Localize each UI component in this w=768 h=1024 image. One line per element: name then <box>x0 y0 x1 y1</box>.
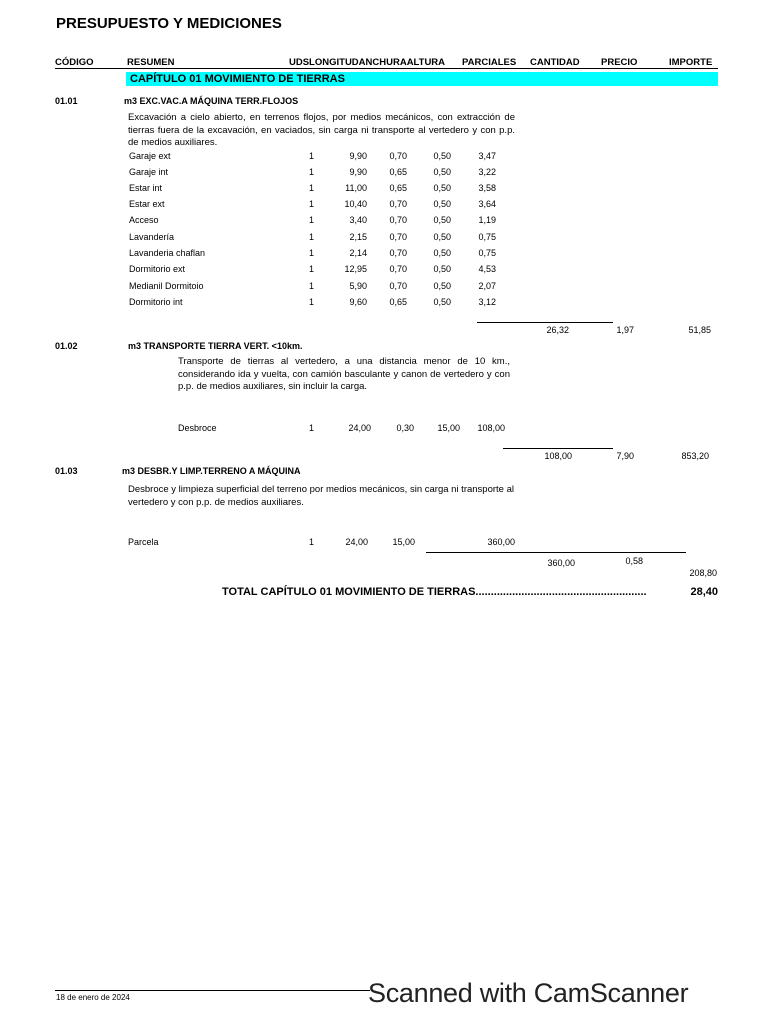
item-code: 01.02 <box>55 341 78 351</box>
measure-longitud: 12,95 <box>344 264 367 274</box>
measure-longitud: 9,90 <box>349 167 367 177</box>
measure-longitud: 3,40 <box>349 215 367 225</box>
measure-longitud: 11,00 <box>345 183 367 193</box>
measure-longitud: 9,60 <box>349 297 367 307</box>
measure-parcial: 1,19 <box>478 215 496 225</box>
measure-uds: 1 <box>309 264 315 274</box>
measure-altura: 0,50 <box>433 232 451 242</box>
measure-uds: 1 <box>309 297 315 307</box>
measure-uds: 1 <box>309 215 315 225</box>
measure-altura: 15,00 <box>437 423 460 433</box>
item-importe: 853,20 <box>681 451 709 461</box>
measure-longitud: 24,00 <box>348 423 371 433</box>
measure-uds: 1 <box>309 151 315 161</box>
measure-name: Medianil Dormitoio <box>129 281 204 291</box>
subtotal-line <box>503 448 613 449</box>
measure-longitud: 5,90 <box>349 281 367 291</box>
measure-uds: 1 <box>309 232 315 242</box>
measure-name: Estar int <box>129 183 163 193</box>
measure-altura: 0,50 <box>433 215 451 225</box>
measure-anchura: 0,65 <box>389 183 407 193</box>
measure-anchura: 0,70 <box>389 232 407 242</box>
measure-parcial: 108,00 <box>477 423 505 433</box>
measure-anchura: 0,70 <box>389 264 407 274</box>
chapter-total-label: TOTAL CAPÍTULO 01 MOVIMIENTO DE TIERRAS........................................................ <box>222 586 647 598</box>
measure-uds: 1 <box>309 248 315 258</box>
measure-anchura: 15,00 <box>392 537 415 547</box>
measure-anchura: 0,65 <box>389 167 407 177</box>
item-precio: 0,58 <box>625 556 643 566</box>
item-title: m3 EXC.VAC.A MÁQUINA TERR.FLOJOS <box>124 96 299 106</box>
chapter-total-value: 28,40 <box>690 586 718 598</box>
item-cantidad: 108,00 <box>544 451 572 461</box>
item-title: m3 DESBR.Y LIMP.TERRENO A MÁQUINA <box>122 466 301 476</box>
measure-parcial: 3,47 <box>478 151 496 161</box>
measure-anchura: 0,70 <box>389 199 407 209</box>
item-description: Excavación a cielo abierto, en terrenos flojos, por medios mecánicos, con extracción de tierras fuera de la excavación, en vaciados, sin carga ni transporte al vertedero y con p.p. de medios auxiliares. <box>128 112 515 148</box>
measure-parcial: 3,12 <box>478 297 496 307</box>
measure-anchura: 0,70 <box>389 281 407 291</box>
measure-name: Desbroce <box>178 423 217 433</box>
measure-name: Garaje int <box>129 167 169 177</box>
item-cantidad: 360,00 <box>547 558 575 568</box>
measure-longitud: 9,90 <box>349 151 367 161</box>
measure-altura: 0,50 <box>433 167 451 177</box>
measure-name: Acceso <box>129 215 159 225</box>
page-title: PRESUPUESTO Y MEDICIONES <box>56 15 282 32</box>
header-cantidad: CANTIDAD <box>530 57 580 68</box>
header-importe: IMPORTE <box>669 57 713 68</box>
measure-uds: 1 <box>309 199 315 209</box>
measure-altura: 0,50 <box>433 297 451 307</box>
measure-longitud: 2,14 <box>349 248 367 258</box>
item-code: 01.01 <box>55 96 78 106</box>
measure-parcial: 360,00 <box>487 537 515 547</box>
measure-parcial: 0,75 <box>478 248 496 258</box>
chapter-title: CAPÍTULO 01 MOVIMIENTO DE TIERRAS <box>130 73 345 85</box>
item-importe: 51,85 <box>688 325 711 335</box>
measure-name: Lavandería <box>129 232 175 242</box>
measure-parcial: 3,22 <box>478 167 496 177</box>
header-resumen: RESUMEN <box>127 57 175 68</box>
item-cantidad: 26,32 <box>546 325 569 335</box>
header-dimensions: UDSLONGITUDANCHURAALTURA <box>289 57 446 68</box>
item-title: m3 TRANSPORTE TIERRA VERT. <10km. <box>128 341 303 351</box>
measure-name: Lavanderia chaflan <box>129 248 206 258</box>
item-description: Desbroce y limpieza superficial del terreno por medios mecánicos, sin carga ni transporte al vertedero y con p.p. de medios auxiliares. <box>128 484 514 508</box>
measure-parcial: 0,75 <box>478 232 496 242</box>
item-importe: 208,80 <box>689 568 717 578</box>
measure-uds: 1 <box>309 167 315 177</box>
measure-name: Dormitorio ext <box>129 264 186 274</box>
scanner-watermark: Scanned with CamScanner <box>368 978 689 1008</box>
measure-uds: 1 <box>309 281 315 291</box>
measure-parcial: 3,58 <box>478 183 496 193</box>
subtotal-line <box>426 552 686 553</box>
measure-name: Estar ext <box>129 199 165 209</box>
header-codigo: CÓDIGO <box>55 57 94 68</box>
header-parciales: PARCIALES <box>462 57 517 68</box>
measure-altura: 0,50 <box>433 151 451 161</box>
measure-parcial: 2,07 <box>478 281 496 291</box>
measure-longitud: 24,00 <box>345 537 368 547</box>
measure-anchura: 0,65 <box>389 297 407 307</box>
item-description: Transporte de tierras al vertedero, a una distancia menor de 10 km., considerando ida y vuelta, con camión basculante y canon de vertedero y con p.p. de medios auxiliares, sin incluir la carga. <box>178 356 510 392</box>
measure-altura: 0,50 <box>433 183 451 193</box>
measure-altura: 0,50 <box>433 199 451 209</box>
measure-altura: 0,50 <box>433 264 451 274</box>
measure-parcial: 4,53 <box>478 264 496 274</box>
subtotal-line <box>477 322 613 323</box>
measure-anchura: 0,70 <box>389 151 407 161</box>
measure-name: Parcela <box>128 537 159 547</box>
measure-name: Garaje ext <box>129 151 171 161</box>
measure-altura: 0,50 <box>433 281 451 291</box>
measure-parcial: 3,64 <box>478 199 496 209</box>
header-precio: PRECIO <box>601 57 638 68</box>
measure-uds: 1 <box>309 423 315 433</box>
header-divider <box>55 68 718 69</box>
measure-anchura: 0,30 <box>396 423 414 433</box>
footer-date: 18 de enero de 2024 <box>56 993 130 1002</box>
measure-uds: 1 <box>309 537 315 547</box>
measure-name: Dormitorio int <box>129 297 183 307</box>
item-precio: 1,97 <box>616 325 634 335</box>
measure-anchura: 0,70 <box>389 215 407 225</box>
footer-divider <box>55 990 370 991</box>
measure-longitud: 2,15 <box>349 232 367 242</box>
measure-longitud: 10,40 <box>344 199 367 209</box>
measure-anchura: 0,70 <box>389 248 407 258</box>
item-code: 01.03 <box>55 466 78 476</box>
measure-uds: 1 <box>309 183 315 193</box>
measure-altura: 0,50 <box>433 248 451 258</box>
item-precio: 7,90 <box>616 451 634 461</box>
